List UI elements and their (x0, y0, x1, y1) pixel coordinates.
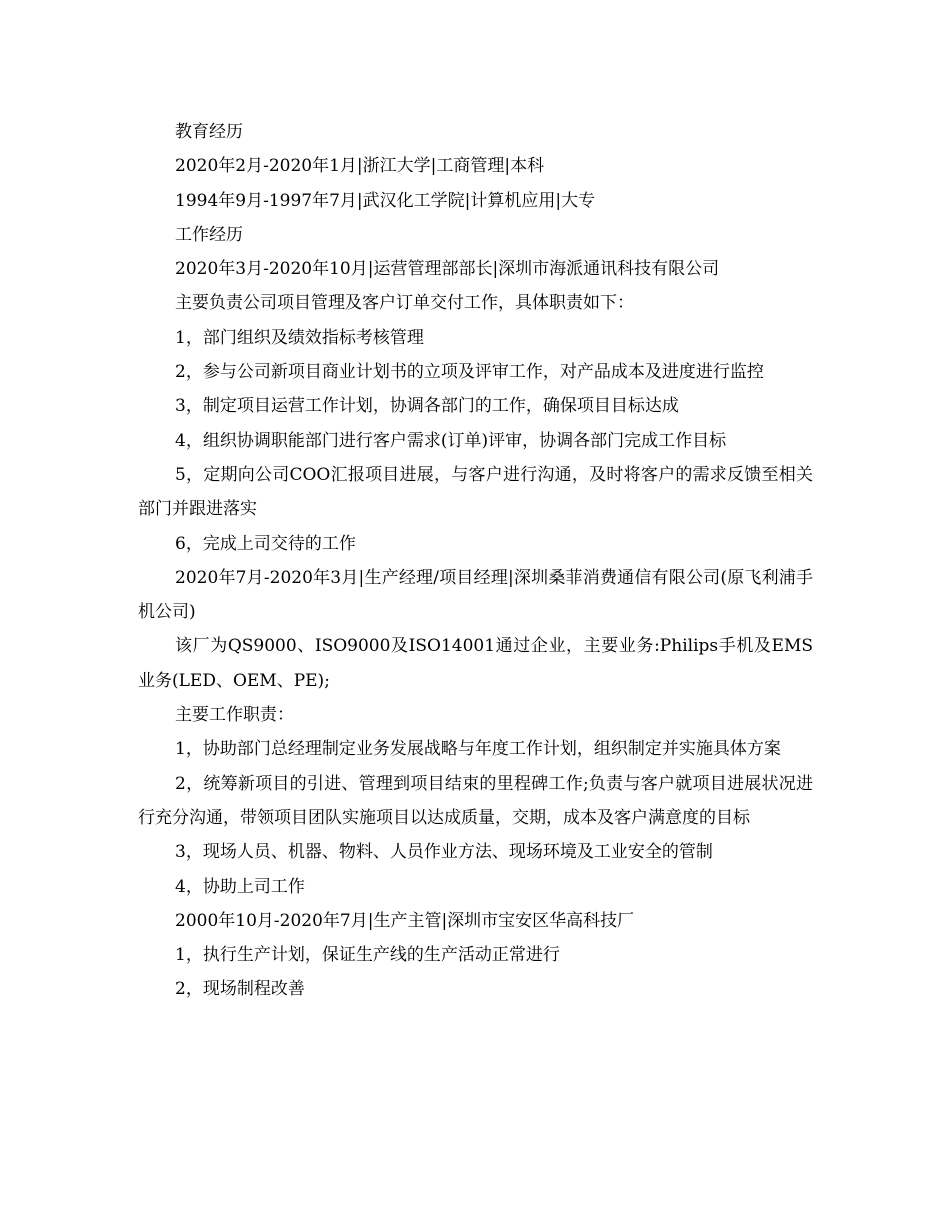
duty-item: 2，统筹新项目的引进、管理到项目结束的里程碑工作;负责与客户就项目进展状况进行充分沟通，带领项目团队实施项目以达成质量，交期，成本及客户满意度的目标 (138, 773, 813, 828)
duty-item: 1，执行生产计划，保证生产线的生产活动正常进行 (175, 945, 560, 966)
duty-item: 2，参与公司新项目商业计划书的立项及评审工作，对产品成本及进度进行监控 (175, 362, 764, 383)
resume-body (138, 115, 813, 1007)
job-entry-header: 2020年3月-2020年10月|运营管理部部长|深圳市海派通讯科技有限公司 (175, 259, 720, 280)
section-heading-work: 工作经历 (175, 224, 243, 245)
section-heading-education: 教育经历 (175, 122, 243, 142)
duty-item: 4，组织协调职能部门进行客户需求(订单)评审，协调各部门完成工作目标 (175, 430, 727, 451)
duty-item: 6，完成上司交待的工作 (175, 533, 356, 554)
duty-item: 3，制定项目运营工作计划，协调各部门的工作，确保项目目标达成 (175, 396, 679, 417)
education-entry: 2020年2月-2020年1月|浙江大学|工商管理|本科 (175, 156, 545, 177)
duty-item: 3，现场人员、机器、物料、人员作业方法、现场环境及工业安全的管制 (175, 842, 713, 863)
duty-item: 2，现场制程改善 (175, 979, 305, 1000)
job-entry-header: 2020年7月-2020年3月|生产经理/项目经理|深圳桑菲消费通信有限公司(原飞利浦手机公司) (138, 567, 813, 623)
job-entry-header: 2000年10月-2020年7月|生产主管|深圳市宝安区华高科技厂 (175, 910, 635, 931)
duty-item: 5，定期向公司COO汇报项目进展，与客户进行沟通，及时将客户的需求反馈至相关部门并跟进落实 (138, 464, 813, 520)
company-description: 该厂为QS9000、ISO9000及ISO14001通过企业，主要业务:Philips手机及EMS业务(LED、OEM、PE); (138, 636, 813, 691)
duties-heading: 主要工作职责： (175, 705, 294, 726)
duty-item: 1，协助部门总经理制定业务发展战略与年度工作计划，组织制定并实施具体方案 (175, 739, 781, 760)
job-summary: 主要负责公司项目管理及客户订单交付工作，具体职责如下： (175, 293, 634, 314)
education-entry: 1994年9月-1997年7月|武汉化工学院|计算机应用|大专 (175, 190, 596, 211)
duty-item: 4，协助上司工作 (175, 876, 305, 897)
duty-item: 1，部门组织及绩效指标考核管理 (175, 327, 424, 348)
